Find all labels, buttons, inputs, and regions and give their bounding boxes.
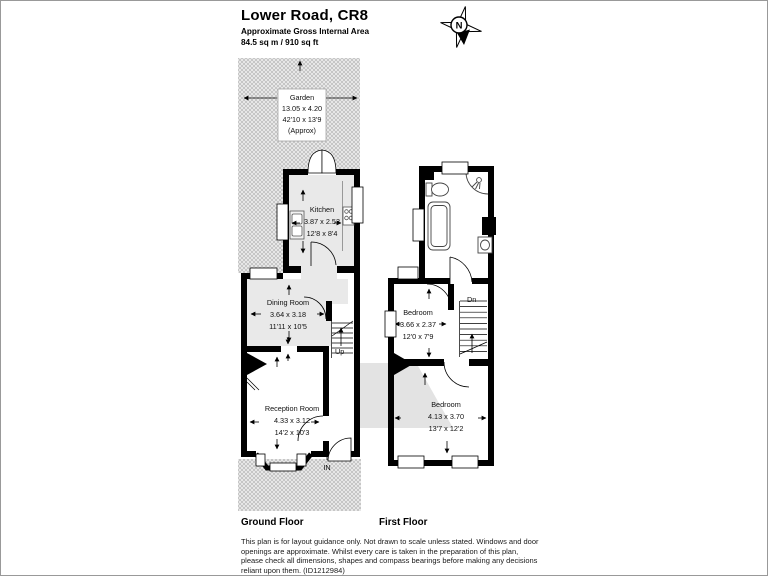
link-band [360,363,388,428]
kitchen-opening-floor [301,266,337,279]
area-value: 84.5 sq m / 910 sq ft [241,37,319,47]
gross-internal-area-label: Approximate Gross Internal Area [241,27,370,36]
front-door-swing [328,438,351,461]
disclaimer-text: This plan is for layout guidance only. Not drawn to scale unless stated. Windows and door openings are approximate. Whilst every care is taken in the preparation of this plan, please check all dimensions, shapes and compass bearings before making any decisions reliant upon them. (ID1212984) [241,537,539,575]
basin-icon [478,237,492,253]
room-imperial: 12'8 x 8'4 [306,229,338,238]
first-floor-caption: First Floor [379,517,428,528]
first-floor-plan [385,162,496,468]
stairs-up-label: Up [335,347,345,356]
room-note: (Approx) [288,126,316,135]
floorplan-drawing [1,1,768,576]
dining-room-label [267,298,309,331]
ground-floor-plan [238,58,388,511]
entrance-label: IN [323,463,331,472]
room-metric: 13.05 x 4.20 [281,104,323,113]
toilet-icon [426,183,449,196]
room-name: Dining Room [266,298,310,307]
kitchen-sink-unit [290,211,304,239]
stairs-down-label: Dn [467,295,477,304]
corner-cupboard [247,378,259,390]
room-imperial: 14'2 x 10'3 [274,428,310,437]
room-imperial: 12'0 x 7'9 [402,332,434,341]
room-imperial: 42'10 x 13'9 [282,115,322,124]
bedroom-rear-label [400,308,436,341]
room-imperial: 13'7 x 12'2 [428,424,464,433]
room-metric: 3.64 x 3.18 [269,310,307,319]
page-title: Lower Road, CR8 [241,7,369,24]
room-metric: 4.33 x 3.12 [273,416,311,425]
room-name: Bedroom [431,400,461,409]
room-imperial: 11'11 x 10'5 [269,322,307,331]
room-metric: 4.13 x 3.70 [427,412,465,421]
room-name: Kitchen [309,205,335,214]
shower-icon [466,172,488,194]
chimney-breast [247,353,267,375]
room-metric: 3.87 x 2.53 [303,217,341,226]
room-name: Bedroom [403,308,433,317]
bedroom-front-label [428,400,464,433]
room-name: Garden [289,93,315,102]
compass-north-label: N [455,20,463,32]
room-name: Reception Room [264,404,320,413]
ground-floor-caption: Ground Floor [241,517,304,528]
reception-room-label [265,404,319,437]
stairs-down [460,301,488,357]
room-metric: 3.66 x 2.37 [399,320,437,329]
bathtub-icon [428,202,450,250]
